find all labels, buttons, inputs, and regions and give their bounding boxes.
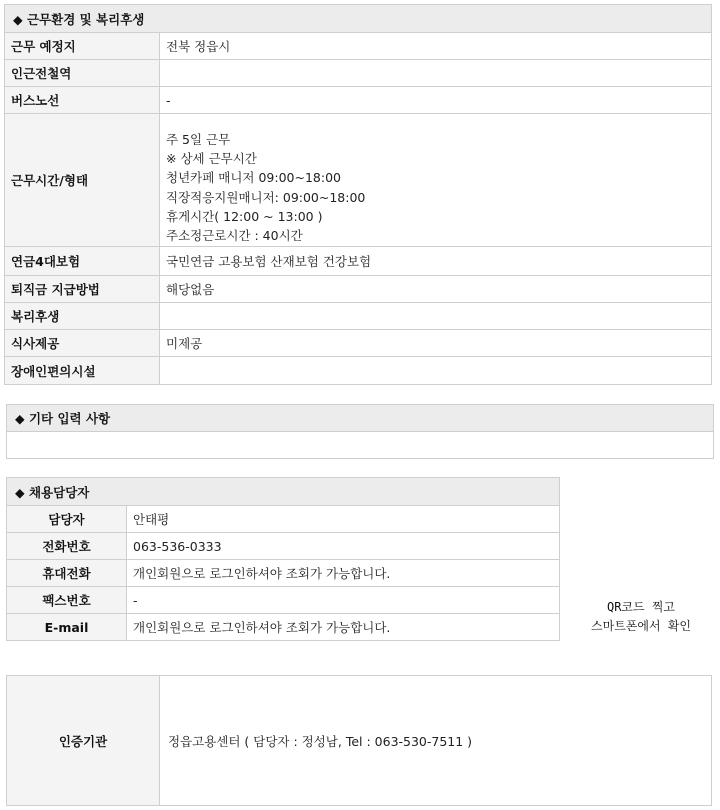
qr-caption: [566, 598, 716, 636]
etc-section-title: ◆ 기타 입력 사항: [7, 405, 714, 432]
row-value: -: [160, 87, 712, 114]
work-hours-line: 청년카페 매니저 09:00~18:00: [166, 170, 341, 186]
qr-caption-line1: QR코드 찍고: [606, 600, 676, 614]
work-section-title: ◆ 근무환경 및 복리후생: [5, 5, 712, 33]
row-label: 식사제공: [5, 330, 160, 357]
table-row: [7, 560, 560, 587]
table-row: [5, 357, 712, 385]
table-row: [7, 614, 560, 641]
work-hours-value: [160, 114, 712, 247]
row-label: 버스노선: [5, 87, 160, 114]
table-row: [5, 247, 712, 276]
work-hours-line: 휴게시간( 12:00 ~ 13:00 ): [166, 208, 323, 224]
table-row: [5, 276, 712, 303]
work-hours-line: ※ 상세 근무시간: [166, 151, 257, 167]
table-row: [7, 587, 560, 614]
row-value: 해당없음: [160, 276, 712, 303]
table-row: [7, 533, 560, 560]
row-value: -: [127, 587, 560, 614]
table-row: [5, 303, 712, 330]
row-value: [160, 357, 712, 385]
row-label: 장애인편의시설: [5, 357, 160, 385]
contact-section-title: ◆ 채용담당자: [7, 478, 560, 506]
work-hours-line: 직장적응지원매니저: 09:00~18:00: [166, 189, 366, 205]
row-label: 팩스번호: [7, 587, 127, 614]
row-value: 개인회원으로 로그인하셔야 조회가 가능합니다.: [127, 560, 560, 587]
cert-value: 정읍고용센터 ( 담당자 : 정성남, Tel : 063-530-7511 ): [160, 676, 712, 806]
etc-value: [7, 432, 714, 459]
row-label: 담당자: [7, 506, 127, 533]
table-row: [5, 60, 712, 87]
row-value: 안태평: [127, 506, 560, 533]
row-label: 연금4대보험: [5, 247, 160, 276]
row-value: 국민연금 고용보험 산재보험 건강보험: [160, 247, 712, 276]
row-value: 개인회원으로 로그인하셔야 조회가 가능합니다.: [127, 614, 560, 641]
cert-label: 인증기관: [7, 676, 160, 806]
work-hours-line: 주소정근로시간 : 40시간: [166, 228, 303, 244]
table-row: [5, 114, 712, 247]
etc-table: [6, 404, 714, 459]
table-row: [5, 330, 712, 357]
row-label: 근무 예정지: [5, 33, 160, 60]
work-environment-table: [4, 4, 712, 385]
table-row: [5, 87, 712, 114]
row-label: 인근전철역: [5, 60, 160, 87]
work-hours-line: 주 5일 근무: [166, 132, 231, 147]
certification-table: [6, 675, 712, 806]
row-value: [160, 60, 712, 87]
row-label: 퇴직금 지급방법: [5, 276, 160, 303]
row-label: 휴대전화: [7, 560, 127, 587]
table-row: [7, 676, 712, 806]
row-value: 미제공: [160, 330, 712, 357]
row-label: E-mail: [7, 614, 127, 641]
row-label: 근무시간/형태: [5, 114, 160, 247]
row-label: 복리후생: [5, 303, 160, 330]
row-value: 063-536-0333: [127, 533, 560, 560]
row-value: [160, 303, 712, 330]
table-row: [7, 506, 560, 533]
contact-table: [6, 477, 560, 641]
row-value: 전북 정읍시: [160, 33, 712, 60]
table-row: [5, 33, 712, 60]
row-label: 전화번호: [7, 533, 127, 560]
qr-caption-line2: 스마트폰에서 확인: [591, 619, 691, 633]
